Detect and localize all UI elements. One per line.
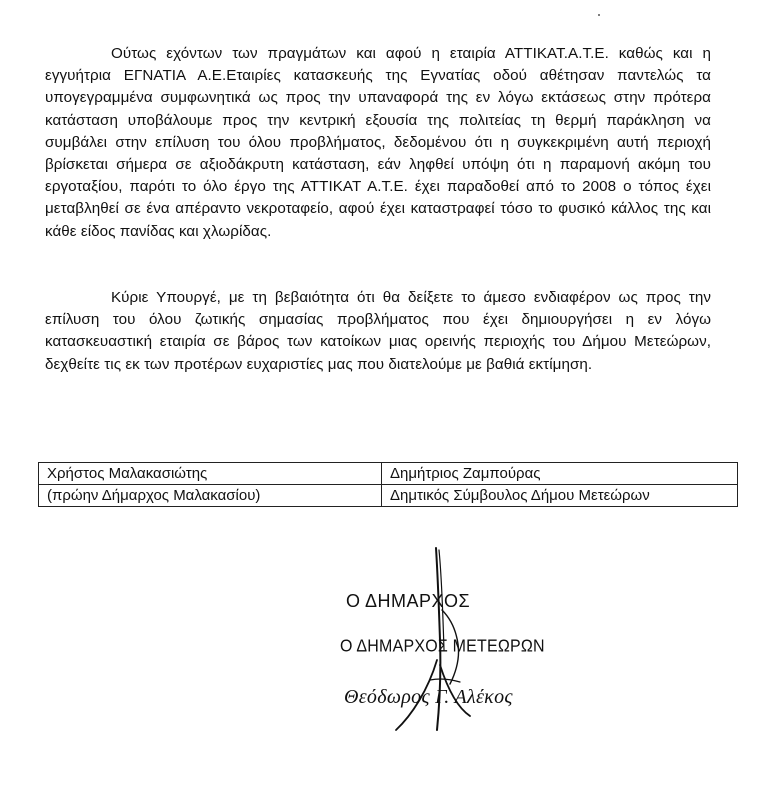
handwritten-signature <box>300 540 600 780</box>
signatory-2-role: Δημτικός Σύμβουλος Δήμου Μετεώρων <box>382 485 738 507</box>
scan-speck <box>598 14 600 16</box>
mayor-stamp-signature <box>300 540 600 780</box>
signatory-1-name: Χρήστος Μαλακασιώτης <box>39 463 382 485</box>
stamp-title: Ο ΔΗΜΑΡΧΟΣ <box>346 591 471 611</box>
signatories-table <box>38 462 738 507</box>
stamp-office: Ο ΔΗΜΑΡΧΟΣ ΜΕΤΕΩΡΩΝ <box>340 637 545 656</box>
signatories-name-row <box>39 463 738 485</box>
signatories-role-row <box>39 485 738 507</box>
signatory-2-name: Δημήτριος Ζαμπούρας <box>382 463 738 485</box>
body-paragraph-2: Κύριε Υπουργέ, με τη βεβαιότητα ότι θα δείξετε το άμεσο ενδιαφέρον ως προς την επίλυση του όλου ζωτικής σημασίας προβλήματος που έχει δημιουργήσει η εν λόγω κατασκευαστική εταιρία σε βάρος των κατοίκων μιας ορεινής περιοχής του Δήμου Μετεώρων, δεχθείτε τις εκ των προτέρων ευχαριστίες μας που διατελούμε με βαθιά εκτίμηση. <box>45 289 711 373</box>
body-paragraph-1: Ούτως εχόντων των πραγμάτων και αφού η εταιρία ΑΤΤΙΚΑΤ.Α.Τ.Ε. καθώς και η εγγυήτρια ΕΓΝΑΤΙΑ Α.Ε.Εταιρίες κατασκευής της Εγνατίας οδού αθέτησαν παντελώς τα υπογεγραμμένα συμφωνητικά ως προς την υπαναφορά της εν λόγω εκτάσεως στην πρότερα κατάσταση υποβάλουμε προς την κεντρική εξουσία της πολιτείας τη θερμή παράκληση να συμβάλει στην επίλυση του όλου προβλήματος, δεδομένου ότι η συγκεκριμένη αυτή περιοχή βρίσκεται σήμερα σε αξιοδάκρυτη κατάσταση, εάν ληφθεί υπόψη ότι η παραμονή ακόμη του εργοταξίου, παρότι το όλο έργο της ΑΤΤΙΚΑΤ Α.Τ.Ε. έχει παραδοθεί από το 2008 ο τόπος έχει μεταβληθεί σε ένα απέραντο νεκροταφείο, αφού έχει καταστραφεί τόσο το φυσικό κάλλος της και κάθε είδος πανίδας και χλωρίδας. <box>45 45 711 240</box>
signatory-1-role: (πρώην Δήμαρχος Μαλακασίου) <box>39 485 382 507</box>
stamp-mayor-name: Θεόδωρος Γ. Αλέκος <box>344 686 513 708</box>
